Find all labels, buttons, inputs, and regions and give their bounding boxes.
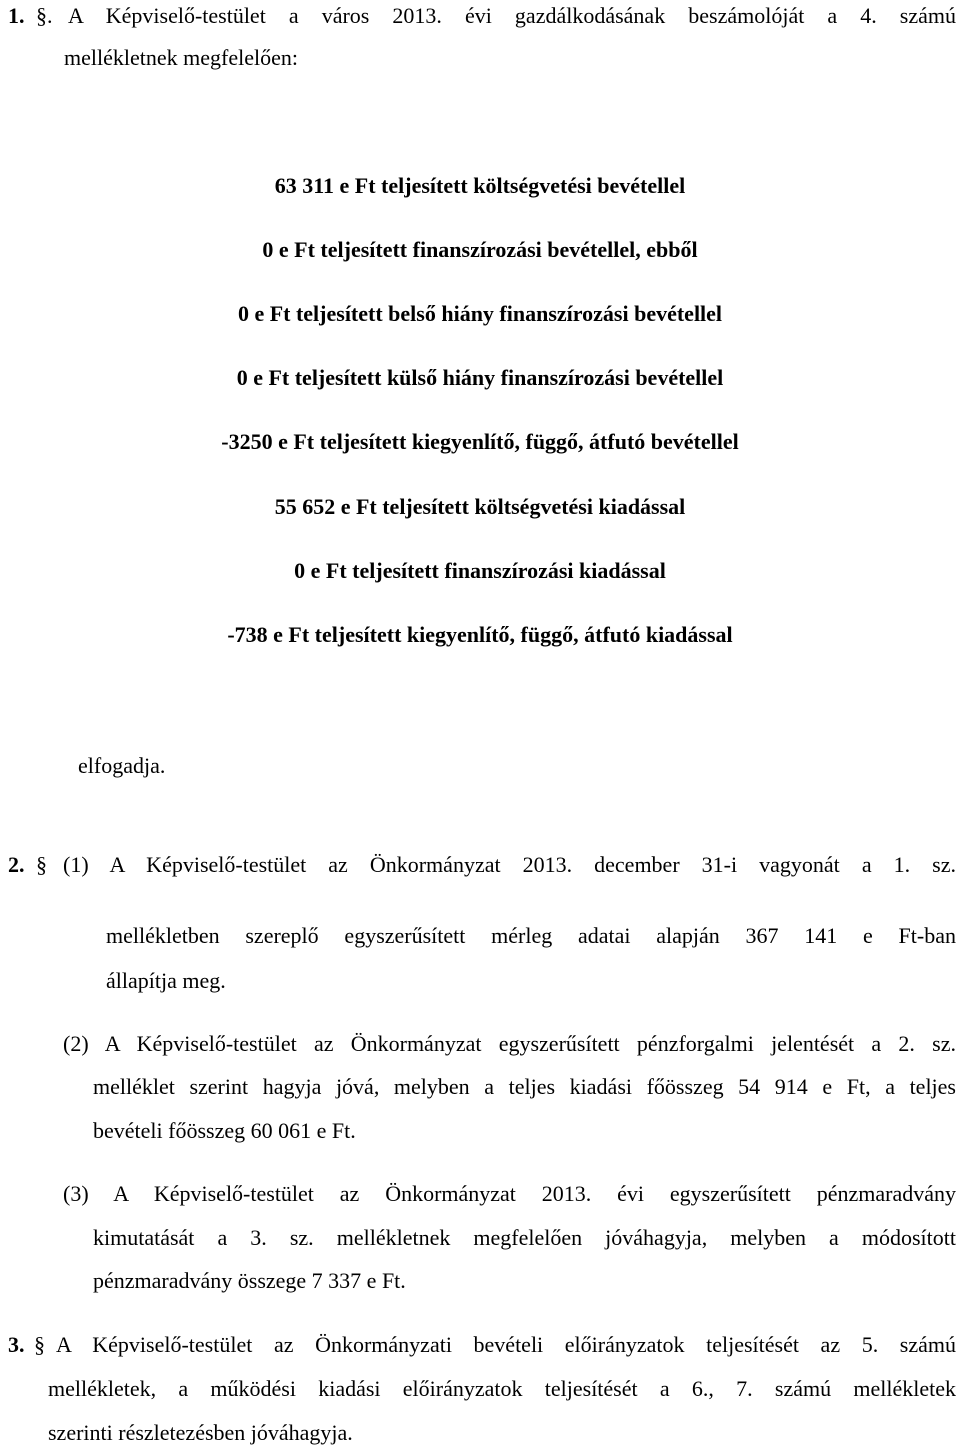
income-item: 0 e Ft teljesített finanszírozási bevétellel, ebből [262, 237, 698, 262]
section-1-closing: elfogadja. [78, 753, 166, 778]
income-item: -3250 e Ft teljesített kiegyenlítő, függő, átfutó bevétellel [221, 429, 739, 454]
expense-item: 55 652 e Ft teljesített költségvetési kiadással [274, 494, 686, 519]
income-item: 63 311 e Ft teljesített költségvetési bevétellel [274, 173, 686, 198]
section-3-mark: § [34, 1332, 45, 1357]
section-1-number: 1. [8, 3, 25, 28]
paragraph-3-line-2: kimutatását a 3. sz. mellékletnek megfelelően jóváhagyja, melyben a módosított [93, 1225, 956, 1250]
section-3-line-3: szerinti részletezésben jóváhagyja. [48, 1420, 353, 1445]
paragraph-2-line-1: (2) A Képviselő-testület az Önkormányzat egyszerűsített pénzforgalmi jelentését a 2. sz. [63, 1031, 956, 1056]
section-3-line-2: mellékletek, a működési kiadási előirányzatok teljesítését a 6., 7. számú mellékletek [48, 1376, 956, 1401]
expense-item: -738 e Ft teljesített kiegyenlítő, függő, átfutó kiadással [227, 622, 733, 647]
expense-item: 0 e Ft teljesített finanszírozási kiadással [294, 558, 666, 583]
section-1-line-1: A Képviselő-testület a város 2013. évi gazdálkodásának beszámolóját a 4. számú [68, 3, 956, 28]
section-3-line-1: A Képviselő-testület az Önkormányzati bevételi előirányzatok teljesítését az 5. számú [56, 1332, 956, 1357]
paragraph-3-line-1: (3) A Képviselő-testület az Önkormányzat 2013. évi egyszerűsített pénzmaradvány [63, 1181, 956, 1206]
paragraph-2-line-3: bevételi főösszeg 60 061 e Ft. [93, 1118, 356, 1143]
paragraph-2-line-2: melléklet szerint hagyja jóvá, melyben a teljes kiadási főösszeg 54 914 e Ft, a teljes [93, 1074, 956, 1099]
paragraph-1-line-1: (1) A Képviselő-testület az Önkormányzat 2013. december 31-i vagyonát a 1. sz. [63, 852, 956, 877]
section-2-mark: § [36, 852, 47, 877]
income-item: 0 e Ft teljesített külső hiány finanszírozási bevétellel [236, 365, 724, 390]
section-1-line-2: mellékletnek megfelelően: [64, 45, 298, 70]
paragraph-3-line-3: pénzmaradvány összege 7 337 e Ft. [93, 1268, 406, 1293]
paragraph-1-line-3: állapítja meg. [106, 968, 226, 993]
paragraph-1-line-2: mellékletben szereplő egyszerűsített mérleg adatai alapján 367 141 e Ft-ban [106, 923, 956, 948]
section-1-mark: §. [36, 3, 53, 28]
income-item: 0 e Ft teljesített belső hiány finanszírozási bevétellel [237, 301, 723, 326]
section-2-number: 2. [8, 852, 25, 877]
section-3-number: 3. [8, 1332, 25, 1357]
